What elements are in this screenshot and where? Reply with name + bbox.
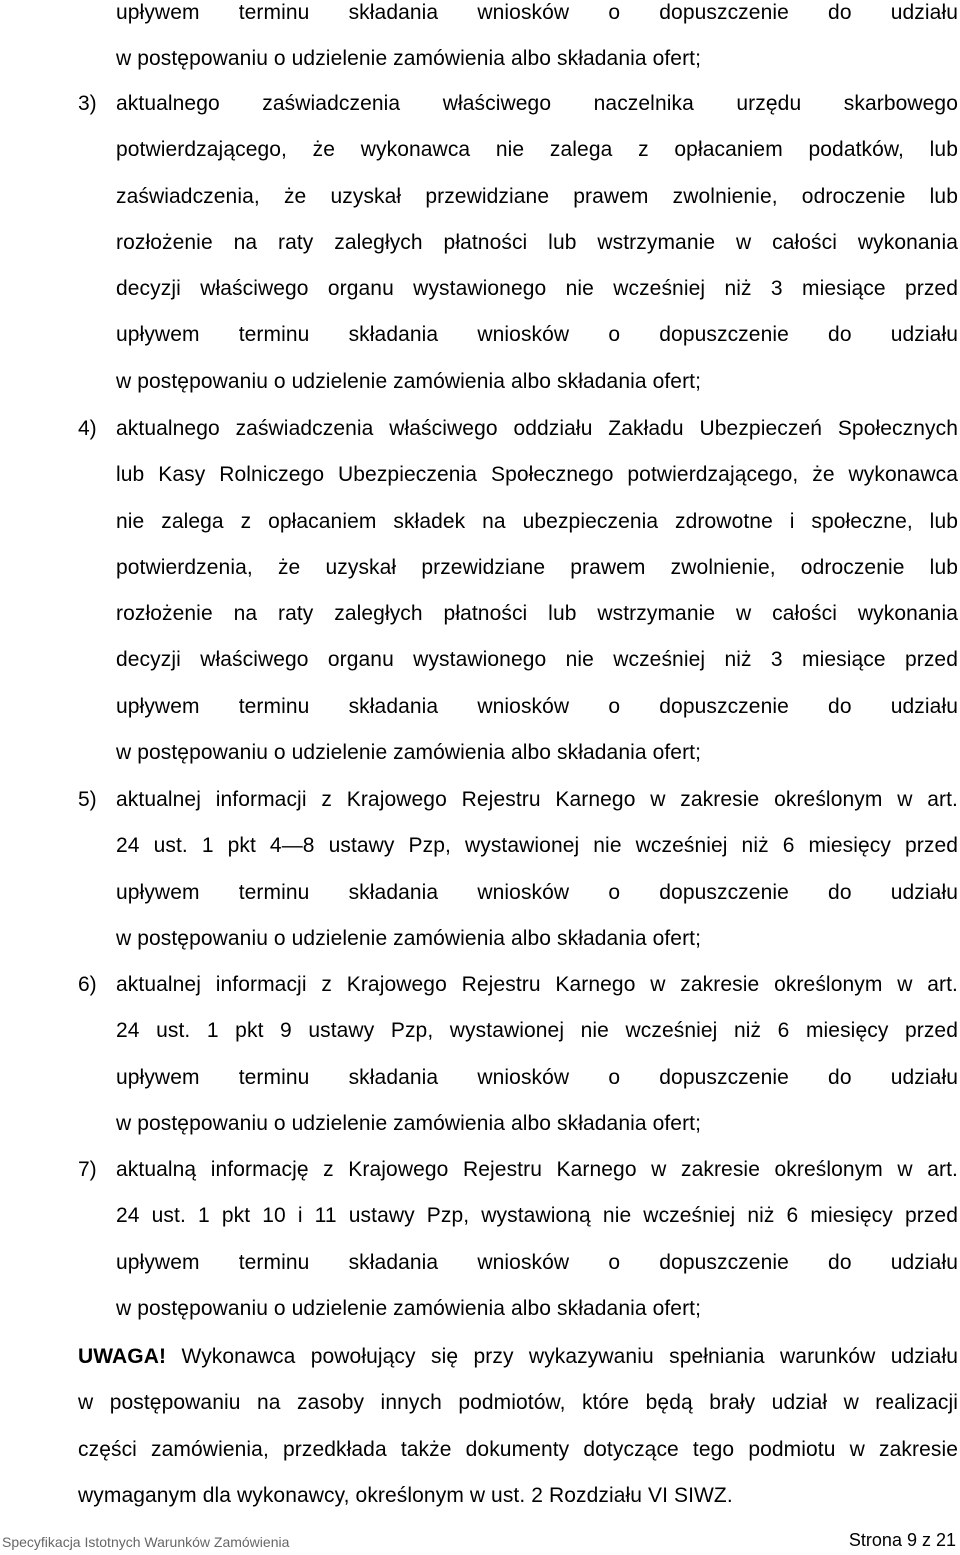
text-line: upływem terminu składania wniosków o dopuszczenie do udziału	[116, 1, 958, 24]
text-line: w postępowaniu o udzielenie zamówienia albo składania ofert;	[116, 1111, 702, 1135]
item-number: 3)	[78, 92, 97, 115]
list-item	[116, 962, 958, 1147]
text-line: części zamówienia, przedkłada także dokumenty dotyczące tego podmiotu w zakresie	[78, 1437, 958, 1461]
footer-page-number: Strona 9 z 21	[848, 1530, 956, 1550]
item-number: 5)	[78, 788, 97, 811]
text-line: lub Kasy Rolniczego Ubezpieczenia Społecznego potwierdzającego, że wykonawca	[116, 463, 958, 487]
text-line: decyzji właściwego organu wystawionego nie wcześniej niż 3 miesiące przed	[116, 277, 958, 301]
text-line: aktualnego zaświadczenia właściwego naczelnika urzędu skarbowego	[116, 92, 958, 115]
text-line: wymaganym dla wykonawcy, określonym w ust. 2 Rozdziału VI SIWZ.	[78, 1483, 733, 1507]
list-item	[116, 1147, 958, 1332]
text-line: aktualnej informacji z Krajowego Rejestru Karnego w zakresie określonym w art.	[116, 973, 958, 996]
text-line: upływem terminu składania wniosków o dopuszczenie do udziału	[116, 694, 958, 718]
list-item	[116, 81, 958, 405]
text-line: upływem terminu składania wniosków o dopuszczenie do udziału	[116, 880, 958, 904]
text-line: potwierdzającego, że wykonawca nie zalega z opłacaniem podatków, lub	[116, 138, 958, 162]
text-line: zaświadczenia, że uzyskał przewidziane prawem zwolnienie, odroczenie lub	[116, 184, 958, 208]
list-item	[116, 777, 958, 962]
text-line: potwierdzenia, że uzyskał przewidziane prawem zwolnienie, odroczenie lub	[116, 555, 958, 579]
text-line: 24 ust. 1 pkt 9 ustawy Pzp, wystawionej nie wcześniej niż 6 miesięcy przed	[116, 1019, 958, 1043]
text-line: aktualnej informacji z Krajowego Rejestru Karnego w zakresie określonym w art.	[116, 788, 958, 811]
text-line: upływem terminu składania wniosków o dopuszczenie do udziału	[116, 323, 958, 347]
item-number: 7)	[78, 1158, 97, 1181]
text-line: aktualnego zaświadczenia właściwego oddziału Zakładu Ubezpieczeń Społecznych	[116, 417, 958, 440]
text-line: rozłożenie na raty zaległych płatności lub wstrzymanie w całości wykonania	[116, 602, 958, 626]
text-line: w postępowaniu o udzielenie zamówienia albo składania ofert;	[116, 47, 702, 71]
footer-document-title: Specyfikacja Istotnych Warunków Zamówienia	[2, 1534, 290, 1550]
list-item	[116, 406, 958, 776]
note-label: UWAGA!	[78, 1345, 167, 1368]
text-line: w postępowaniu o udzielenie zamówienia albo składania ofert;	[116, 369, 702, 393]
item-number: 4)	[78, 417, 97, 440]
text-line: nie zalega z opłacaniem składek na ubezpieczenia zdrowotne i społeczne, lub	[116, 509, 958, 533]
note-first-line: Wykonawca powołujący się przy wykazywaniu spełniania warunków udziału	[166, 1345, 958, 1368]
text-line: w postępowaniu o udzielenie zamówienia albo składania ofert;	[116, 741, 702, 765]
text-line: w postępowaniu o udzielenie zamówienia albo składania ofert;	[116, 1296, 702, 1320]
text-line: 24 ust. 1 pkt 4—8 ustawy Pzp, wystawionej nie wcześniej niż 6 miesięcy przed	[116, 834, 958, 858]
page-footer	[0, 1530, 960, 1554]
text-line: rozłożenie na raty zaległych płatności lub wstrzymanie w całości wykonania	[116, 230, 958, 254]
text-line: w postępowaniu na zasoby innych podmiotów, które będą brały udział w realizacji	[78, 1391, 958, 1415]
text-line: 24 ust. 1 pkt 10 i 11 ustawy Pzp, wystawioną nie wcześniej niż 6 miesięcy przed	[116, 1204, 958, 1228]
text-line: aktualną informację z Krajowego Rejestru Karnego w zakresie określonym w art.	[116, 1158, 958, 1181]
item-number: 6)	[78, 973, 97, 996]
text-line: decyzji właściwego organu wystawionego nie wcześniej niż 3 miesiące przed	[116, 648, 958, 672]
text-line: upływem terminu składania wniosków o dopuszczenie do udziału	[116, 1250, 958, 1274]
text-line	[78, 1334, 958, 1380]
note-paragraph	[78, 1334, 958, 1519]
intro-paragraph	[116, 0, 958, 83]
text-line: upływem terminu składania wniosków o dopuszczenie do udziału	[116, 1065, 958, 1089]
text-line: w postępowaniu o udzielenie zamówienia albo składania ofert;	[116, 926, 702, 950]
